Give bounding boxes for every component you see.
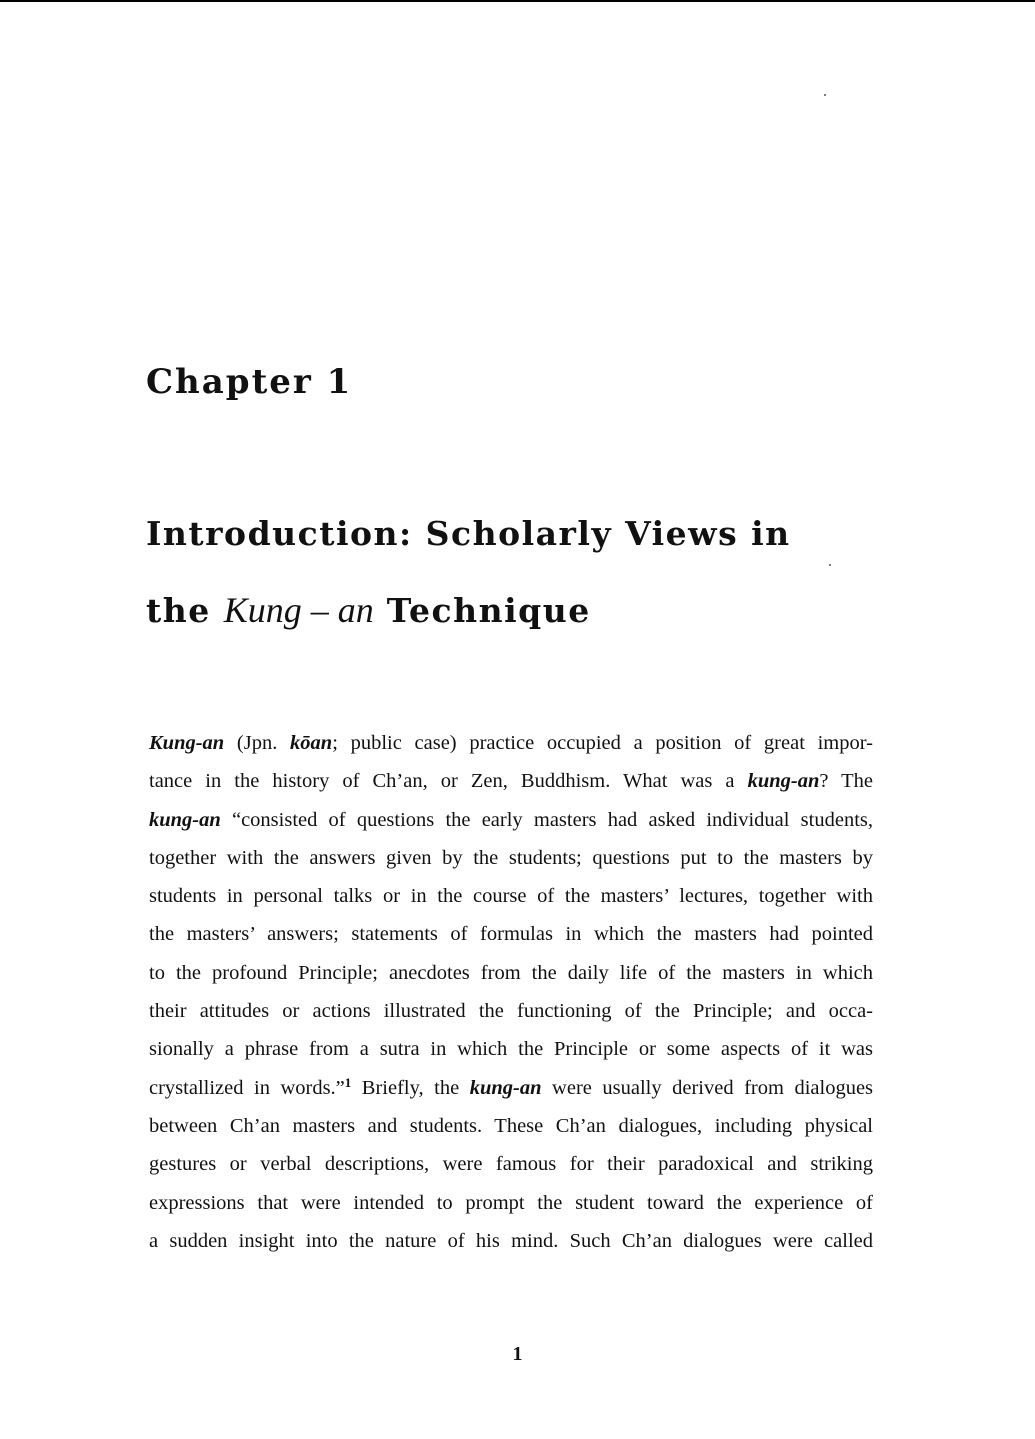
text-run: between Ch’an masters and students. These Ch’an dialogues, including physical [149,1114,873,1137]
body-line [149,724,873,762]
text-run: together with the answers given by the students; questions put to the masters by [149,846,873,869]
body-line [149,801,873,839]
footnote-marker[interactable]: 1 [344,1074,352,1090]
body-line [149,915,873,953]
text-run: students in personal talks or in the course of the masters’ lectures, together with [149,885,873,908]
body-line [149,1222,873,1260]
italic-term: kung-an [149,808,221,831]
body-line [149,839,873,877]
text-run: to the profound Principle; anecdotes from the daily life of the masters in which [149,961,873,984]
text-run: crystallized in words.” [149,1076,345,1099]
text-run: tance in the history of Ch’an, or Zen, Buddhism. What was a [149,770,748,793]
text-run: their attitudes or actions illustrated the functioning of the Principle; and occa- [149,1000,873,1023]
text-run: “consisted of questions the early masters had asked individual students, [220,808,873,831]
text-run: (Jpn. [224,732,291,754]
chapter-title-term: Kung – an [223,590,374,630]
chapter-title-pre: the [146,591,211,630]
body-paragraph [149,724,873,1260]
scan-speck [824,94,826,96]
body-line [149,954,873,992]
text-run: ; public case) practice occupied a position of great impor- [332,732,873,754]
text-run: expressions that were intended to prompt the student toward the experience of [149,1191,873,1214]
text-run: ? The [819,770,873,793]
text-run: were usually derived from dialogues [541,1076,874,1099]
body-line [149,1069,873,1107]
text-run: a sudden insight into the nature of his mind. Such Ch’an dialogues were called [149,1229,873,1252]
text-run: sionally a phrase from a sutra in which the Principle or some aspects of it was [149,1038,873,1061]
body-line [149,992,873,1030]
text-run: gestures or verbal descriptions, were famous for their paradoxical and striking [149,1153,873,1176]
chapter-title-line-2 [146,572,906,649]
page-number: 1 [512,1343,523,1365]
chapter-title [146,496,906,649]
chapter-title-post: Technique [386,591,591,630]
body-line [149,762,873,800]
text-run: Briefly, the [351,1076,470,1099]
body-line [149,1107,873,1145]
body-line [149,1184,873,1222]
top-border-rule [0,0,1035,2]
italic-term: kung-an [747,770,820,793]
text-run: the masters’ answers; statements of formulas in which the masters had pointed [149,923,873,946]
body-line [149,1030,873,1068]
italic-term: Kung-an [149,732,225,754]
italic-term: kōan [290,732,333,754]
chapter-title-line-1: Introduction: Scholarly Views in [146,514,791,553]
body-line [149,1145,873,1183]
chapter-label: Chapter 1 [146,362,353,402]
italic-term: kung-an [469,1076,542,1099]
body-line [149,877,873,915]
